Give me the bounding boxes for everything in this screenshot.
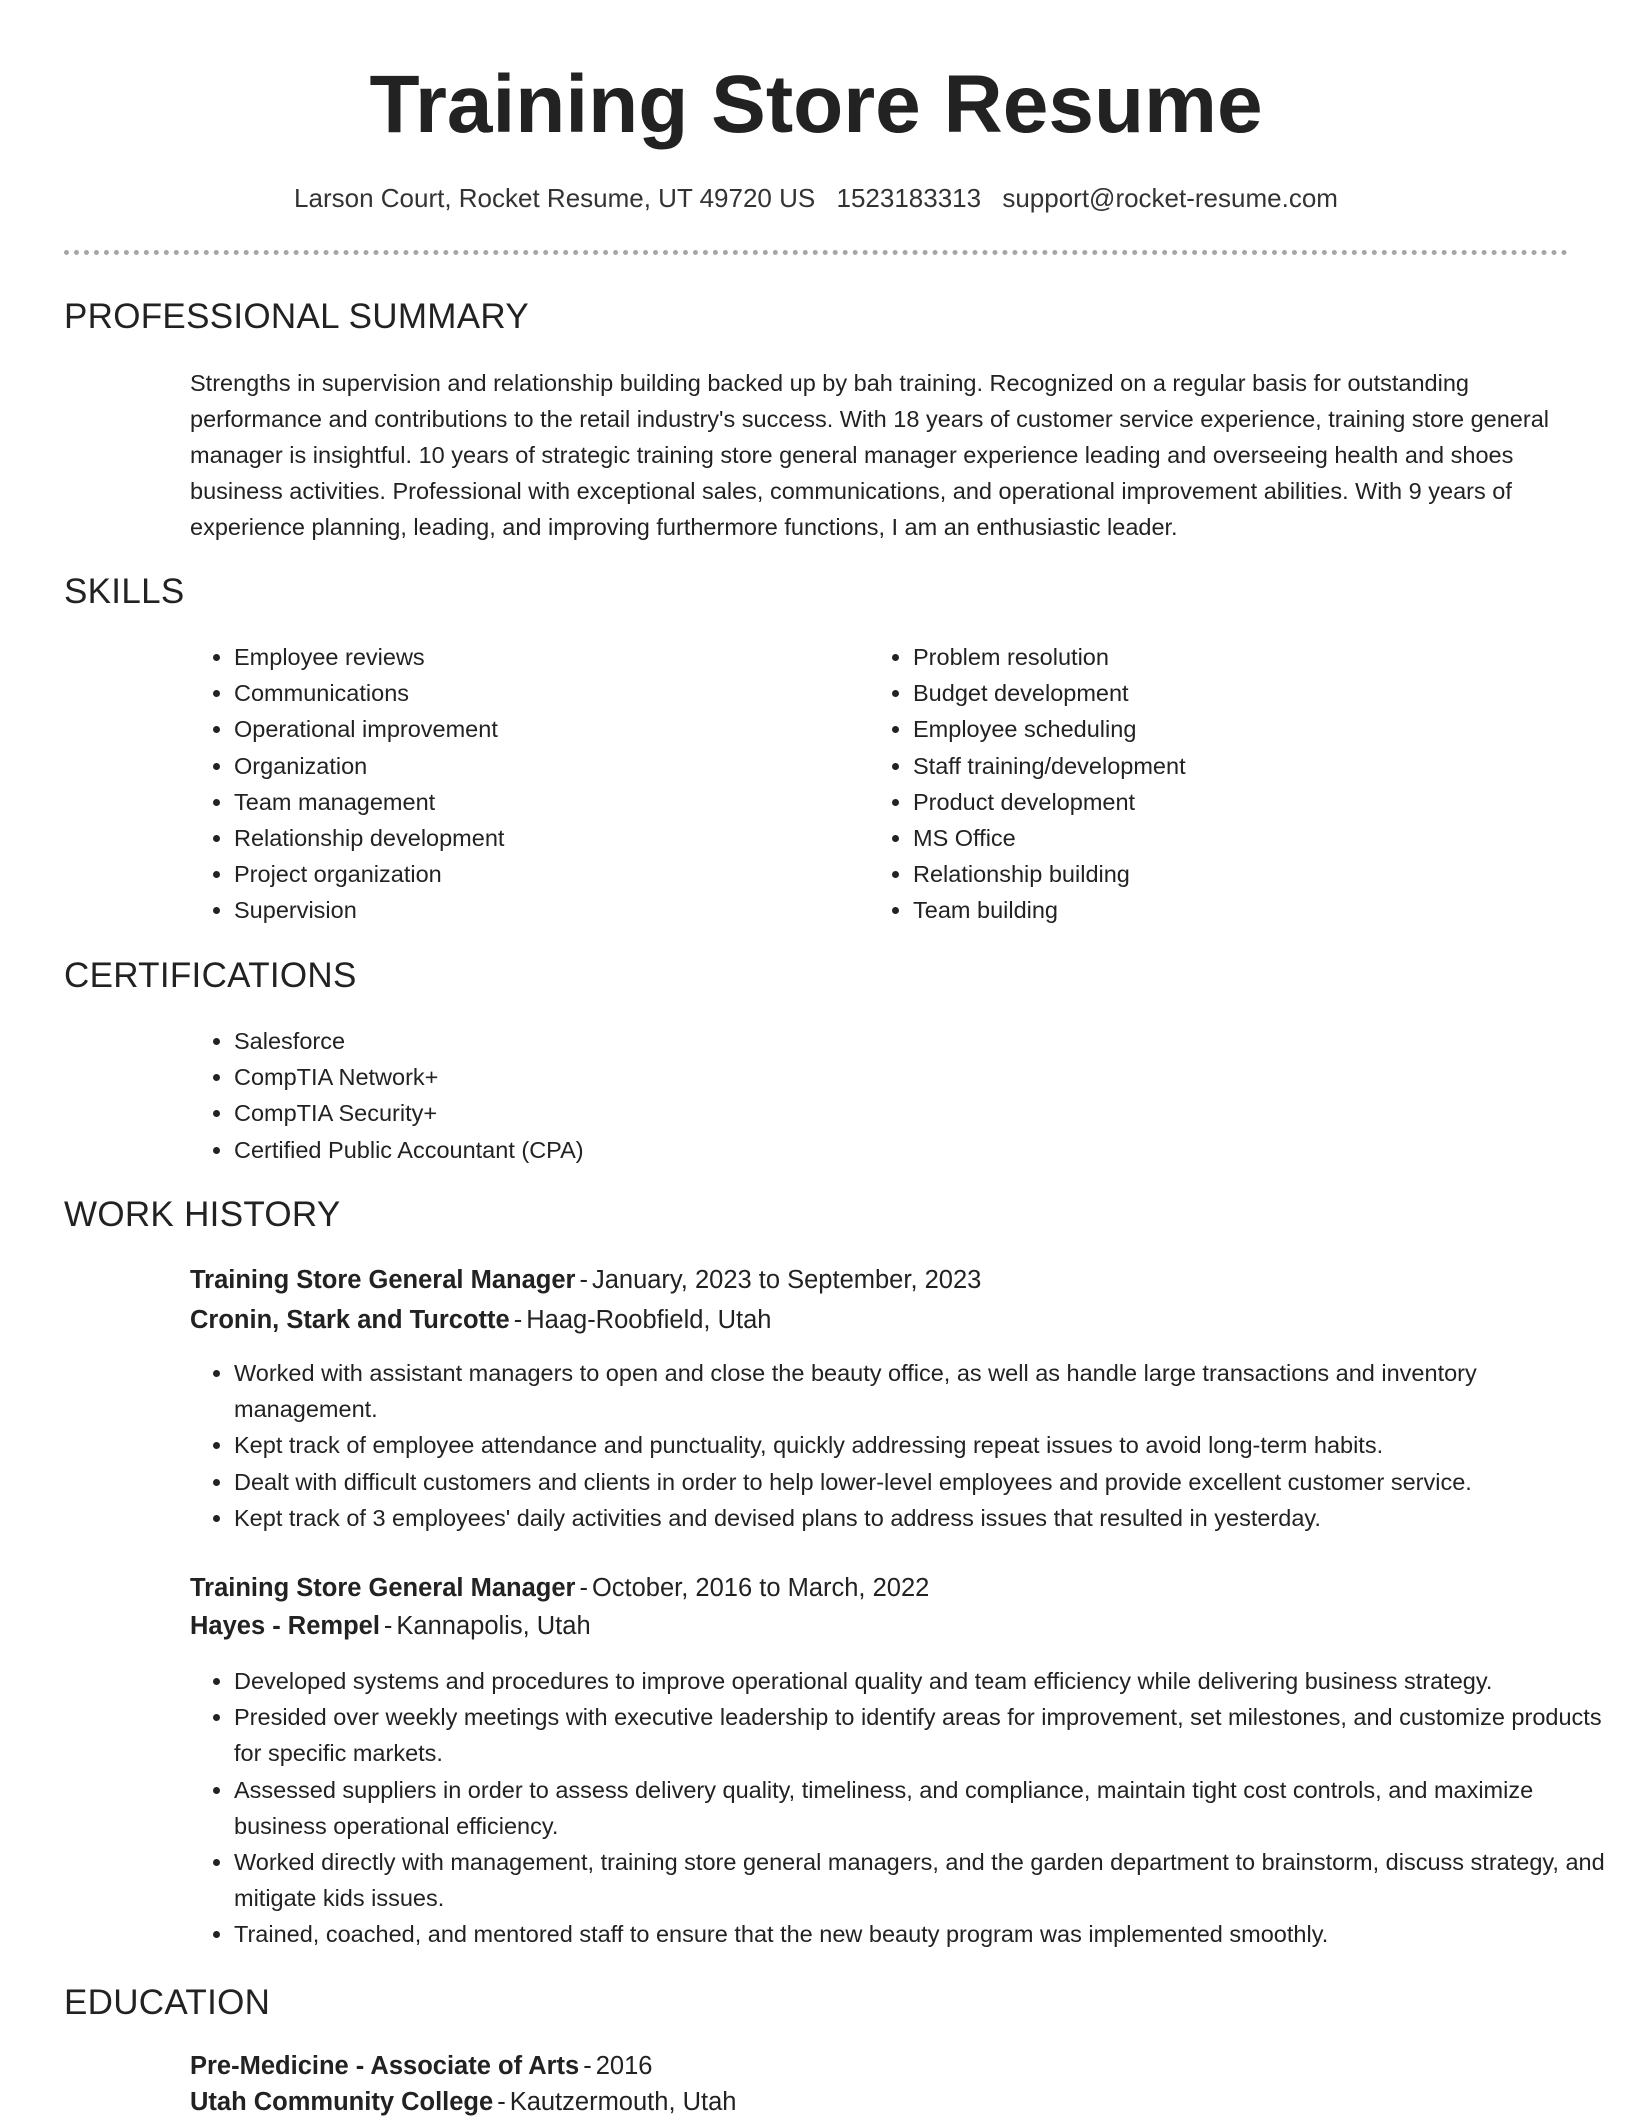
- work-history-heading: WORK HISTORY: [64, 1195, 341, 1234]
- skill-item: • Product development: [913, 784, 1513, 820]
- header-divider: [64, 250, 1568, 255]
- separator: -: [583, 2052, 592, 2080]
- skill-item: • MS Office: [913, 820, 1513, 856]
- education-degree: Pre-Medicine - Associate of Arts: [190, 2052, 580, 2080]
- skill-item: • Problem resolution: [913, 639, 1513, 675]
- job-bullets: [190, 1355, 1612, 1536]
- job-title-line: [190, 1262, 981, 1298]
- skill-item: • Supervision: [234, 892, 834, 928]
- skill-item: • Team management: [234, 784, 834, 820]
- skill-item: • Relationship building: [913, 856, 1513, 892]
- education-school-line: [190, 2084, 736, 2120]
- certification-item: • CompTIA Security+: [234, 1095, 1534, 1131]
- skill-item: • Staff training/development: [913, 748, 1513, 784]
- skills-list-right: [869, 639, 1513, 929]
- skill-item: • Employee reviews: [234, 639, 834, 675]
- job-company: Cronin, Stark and Turcotte: [190, 1306, 510, 1334]
- summary-text: Strengths in supervision and relationship building backed up by bah training. Recognized on a regular basis for outstanding performance and contributions to the retail industry's success. With 18 years of customer service experience, training store general manager is insightful. 10 years of strategic training store general manager experience leading and overseeing health and shoes business activities. Professional with exceptional sales, communications, and operational improvement abilities. With 9 years of experience planning, leading, and improving furthermore functions, I am an enthusiastic leader.: [190, 370, 1549, 540]
- job-dates: October, 2016 to March, 2022: [591, 1574, 930, 1602]
- job-dates: January, 2023 to September, 2023: [591, 1266, 982, 1294]
- education-location: Kautzermouth, Utah: [509, 2088, 737, 2116]
- skill-item: • Relationship development: [234, 820, 834, 856]
- contact-phone: 1523183313: [836, 183, 982, 213]
- job-title: Training Store General Manager: [190, 1574, 576, 1602]
- education-year: 2016: [595, 2052, 653, 2080]
- education-school: Utah Community College: [190, 2088, 494, 2116]
- job-bullet: • Worked with assistant managers to open and close the beauty office, as well as handle large transactions and inventory management.: [234, 1355, 1612, 1427]
- job-bullet: • Kept track of employee attendance and punctuality, quickly addressing repeat issues to avoid long-term habits.: [234, 1427, 1612, 1463]
- certifications-list: [190, 1023, 1534, 1168]
- skills-heading: SKILLS: [64, 572, 185, 611]
- job-title: Training Store General Manager: [190, 1266, 576, 1294]
- skill-item: • Team building: [913, 892, 1513, 928]
- skill-item: • Project organization: [234, 856, 834, 892]
- job-company-line: [190, 1302, 771, 1338]
- skill-item: • Operational improvement: [234, 711, 834, 747]
- job-bullet: • Worked directly with management, training store general managers, and the garden department to brainstorm, discuss strategy, and mitigate kids issues.: [234, 1844, 1624, 1916]
- contact-line: [0, 180, 1632, 216]
- job-location: Haag-Roobfield, Utah: [526, 1306, 772, 1334]
- separator: -: [497, 2088, 506, 2116]
- education-degree-line: [190, 2048, 652, 2084]
- job-location: Kannapolis, Utah: [396, 1612, 591, 1640]
- separator: -: [579, 1266, 588, 1294]
- job-bullet: • Presided over weekly meetings with executive leadership to identify areas for improvement, set milestones, and customize products for specific markets.: [234, 1699, 1624, 1771]
- job-bullet: • Dealt with difficult customers and clients in order to help lower-level employees and provide excellent customer service.: [234, 1464, 1612, 1500]
- separator: -: [513, 1306, 523, 1334]
- job-title-line: [190, 1570, 929, 1606]
- summary-heading: PROFESSIONAL SUMMARY: [64, 297, 529, 336]
- job-company-line: [190, 1608, 591, 1644]
- certification-item: • Salesforce: [234, 1023, 1534, 1059]
- job-bullet: • Assessed suppliers in order to assess delivery quality, timeliness, and compliance, maintain tight cost controls, and maximize business operational efficiency.: [234, 1772, 1624, 1844]
- job-company: Hayes - Rempel: [190, 1612, 380, 1640]
- education-heading: EDUCATION: [64, 1983, 271, 2022]
- certification-item: • CompTIA Network+: [234, 1059, 1534, 1095]
- contact-address: Larson Court, Rocket Resume, UT 49720 US: [294, 183, 816, 213]
- job-bullet: • Trained, coached, and mentored staff to ensure that the new beauty program was implemented smoothly.: [234, 1916, 1624, 1952]
- skill-item: • Communications: [234, 675, 834, 711]
- job-bullets: [190, 1663, 1624, 1953]
- skill-item: • Employee scheduling: [913, 711, 1513, 747]
- skills-list-left: [190, 639, 834, 929]
- separator: -: [383, 1612, 393, 1640]
- skill-item: • Organization: [234, 748, 834, 784]
- certifications-heading: CERTIFICATIONS: [64, 956, 357, 995]
- contact-email: support@rocket-resume.com: [1002, 183, 1338, 213]
- separator: -: [579, 1574, 588, 1602]
- skill-item: • Budget development: [913, 675, 1513, 711]
- resume-title: Training Store Resume: [369, 59, 1263, 150]
- certification-item: • Certified Public Accountant (CPA): [234, 1132, 1534, 1168]
- job-bullet: • Developed systems and procedures to improve operational quality and team efficiency while delivering business strategy.: [234, 1663, 1624, 1699]
- job-bullet: • Kept track of 3 employees' daily activities and devised plans to address issues that resulted in yesterday.: [234, 1500, 1612, 1536]
